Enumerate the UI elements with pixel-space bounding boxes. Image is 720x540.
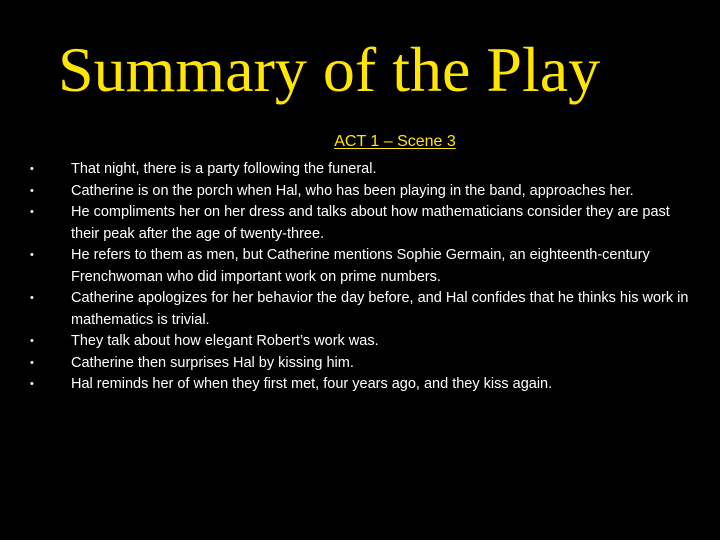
bullet-icon: • <box>30 356 34 369</box>
bullet-icon: • <box>30 292 34 304</box>
bullet-item-1 <box>30 159 690 181</box>
bullet-icon: • <box>30 335 34 347</box>
bullet-item-5 <box>30 288 690 331</box>
bullet-icon: • <box>30 249 34 261</box>
bullet-icon: • <box>30 206 34 218</box>
bullet-item-4 <box>30 245 690 288</box>
slide-title: Summary of the Play <box>58 34 601 105</box>
bullet-icon: • <box>30 184 34 197</box>
bullet-item-7 <box>30 353 690 375</box>
bullet-text: Catherine then surprises Hal by kissing him. <box>71 354 354 371</box>
bullet-text: Hal reminds her of when they first met, four years ago, and they kiss again. <box>71 376 553 392</box>
bullet-text: That night, there is a party following the funeral. <box>71 161 377 177</box>
bullet-item-2 <box>30 181 690 203</box>
bullet-item-6 <box>30 331 690 353</box>
bullet-item-8 <box>30 374 690 396</box>
bullet-text: Catherine is on the porch when Hal, who has been playing in the band, approaches her. <box>71 182 634 199</box>
bullet-text: He refers to them as men, but Catherine mentions Sophie Germain, an eighteenth-century Frenchwoman who did important work on prime numbers. <box>71 247 650 285</box>
bullet-list <box>30 159 690 396</box>
bullet-icon: • <box>30 378 34 390</box>
bullet-icon: • <box>30 163 34 175</box>
scene-subtitle: ACT 1 – Scene 3 <box>334 133 456 150</box>
bullet-text: He compliments her on her dress and talks about how mathematicians consider they are past their peak after the age of twenty-three. <box>71 204 670 242</box>
bullet-text: They talk about how elegant Robert’s work was. <box>71 333 379 349</box>
bullet-text: Catherine apologizes for her behavior the day before, and Hal confides that he thinks his work in mathematics is trivial. <box>71 290 689 328</box>
bullet-item-3 <box>30 202 690 245</box>
